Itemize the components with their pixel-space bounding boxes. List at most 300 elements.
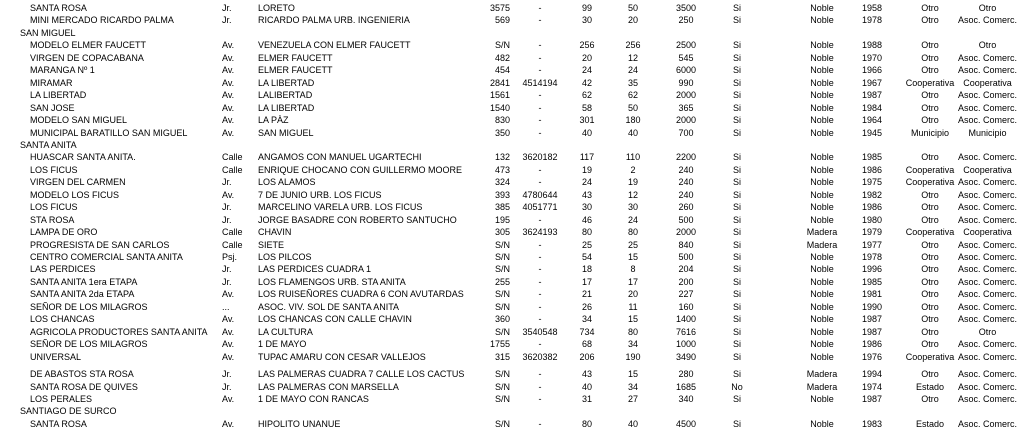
stalls-active: 30	[627, 202, 638, 213]
phone-number: -	[538, 264, 542, 275]
administration-type: Asoc. Comerc.	[957, 65, 1017, 76]
phone-number: -	[538, 3, 542, 13]
stalls-active: 50	[627, 102, 638, 113]
stalls-total: 58	[581, 102, 592, 113]
table-row	[0, 39, 1010, 51]
market-name: SANTA ROSA	[30, 3, 87, 13]
area-value: 500	[678, 214, 694, 225]
construction-material: Noble	[810, 65, 834, 76]
street-address: LOS FLAMENGOS URB. STA ANITA	[258, 276, 406, 287]
administration-type: Asoc. Comerc.	[957, 90, 1017, 101]
founded-year: 1983	[861, 418, 883, 429]
street-type: ...	[222, 301, 230, 312]
administration-type: Otro	[978, 40, 997, 51]
street-number: 473	[494, 164, 510, 175]
market-name: LOS CHANCAS	[30, 314, 95, 325]
table-row	[0, 351, 1017, 363]
street-address: LOS CHANCAS CON CALLE CHAVIN	[258, 314, 412, 325]
stalls-total: 17	[581, 276, 592, 287]
construction-material: Noble	[810, 15, 834, 26]
stalls-total: 42	[581, 77, 592, 88]
market-name: SANTA ANITA 2da ETAPA	[30, 289, 135, 300]
construction-material: Noble	[810, 339, 834, 350]
market-name: UNIVERSAL	[30, 351, 82, 362]
stalls-active: 256	[625, 40, 641, 51]
stalls-active: 25	[627, 239, 638, 250]
ownership-type: Otro	[921, 339, 939, 350]
market-name: LAS PERDICES	[30, 264, 96, 275]
street-type: Calle	[222, 239, 243, 250]
table-row	[0, 368, 1017, 380]
construction-material: Noble	[810, 90, 834, 101]
street-number: 305	[494, 227, 510, 238]
street-type: Calle	[222, 164, 243, 175]
administration-type: Asoc. Comerc.	[957, 15, 1017, 26]
construction-material: Noble	[810, 152, 834, 163]
ownership-type: Otro	[921, 326, 939, 337]
construction-material: Noble	[810, 202, 834, 213]
market-name: SANTA ANITA 1era ETAPA	[30, 276, 138, 287]
ownership-type: Otro	[921, 115, 939, 126]
ownership-type: Otro	[921, 276, 939, 287]
stalls-active: 110	[625, 152, 641, 163]
street-address: LAS PALMERAS CON MARSELLA	[258, 381, 399, 392]
services-flag: Si	[732, 314, 741, 325]
table-row	[0, 52, 1017, 64]
market-name: MINI MERCADO RICARDO PALMA	[30, 15, 174, 26]
table-row	[0, 77, 1010, 89]
street-address: ELMER FAUCETT	[258, 52, 333, 63]
services-flag: Si	[732, 40, 741, 51]
market-name: LOS FICUS	[30, 202, 78, 213]
construction-material: Noble	[810, 418, 834, 429]
table-row	[0, 381, 1017, 393]
street-address: LA LIBERTAD	[258, 77, 315, 88]
table-row	[0, 226, 1010, 238]
street-number: 482	[494, 52, 510, 63]
stalls-total: 68	[581, 339, 592, 350]
market-name: MODELO LOS FICUS	[30, 189, 120, 200]
table-row	[0, 14, 1017, 26]
founded-year: 1986	[861, 164, 883, 175]
stalls-total: 80	[581, 418, 592, 429]
street-number: 3575	[489, 3, 510, 13]
street-type: Av.	[222, 314, 235, 325]
services-flag: Si	[732, 301, 741, 312]
ownership-type: Otro	[921, 264, 939, 275]
stalls-active: 8	[630, 264, 636, 275]
ownership-type: Otro	[921, 369, 939, 380]
phone-number: -	[538, 127, 542, 138]
construction-material: Noble	[810, 189, 834, 200]
stalls-total: 26	[581, 301, 592, 312]
phone-number: -	[538, 115, 542, 126]
street-number: 1755	[489, 339, 510, 350]
stalls-active: 27	[627, 393, 638, 404]
ownership-type: Municipio	[910, 127, 950, 138]
administration-type: Cooperativa	[963, 77, 1012, 88]
administration-type: Asoc. Comerc.	[957, 102, 1017, 113]
street-address: 1 DE MAYO CON RANCAS	[258, 393, 369, 404]
street-number: S/N	[494, 252, 510, 262]
services-flag: Si	[732, 52, 741, 63]
construction-material: Madera	[806, 239, 838, 250]
ownership-type: Otro	[921, 102, 939, 113]
stalls-total: 34	[581, 314, 592, 325]
founded-year: 1990	[861, 301, 883, 312]
area-value: 1685	[675, 381, 697, 392]
table-row	[0, 276, 1017, 288]
ownership-type: Otro	[921, 202, 939, 213]
table-row	[0, 151, 1017, 163]
phone-number: -	[538, 314, 542, 325]
services-flag: Si	[732, 369, 741, 380]
stalls-active: 40	[627, 127, 638, 138]
area-value: 990	[678, 77, 694, 88]
services-flag: Si	[732, 15, 741, 26]
street-number: S/N	[494, 301, 510, 312]
stalls-active: 34	[627, 339, 638, 350]
street-number: 2841	[489, 77, 510, 88]
founded-year: 1964	[861, 115, 883, 126]
street-number: 454	[494, 65, 510, 76]
construction-material: Madera	[806, 227, 838, 238]
area-value: 6000	[675, 65, 697, 76]
stalls-active: 20	[627, 15, 638, 26]
market-name: MIRAMAR	[30, 77, 73, 88]
street-type: Jr.	[222, 202, 232, 213]
phone-number: -	[538, 369, 542, 380]
founded-year: 1996	[861, 264, 883, 275]
stalls-active: 35	[627, 77, 638, 88]
street-address: ASOC. VIV. SOL DE SANTA ANITA	[258, 301, 400, 312]
street-number: S/N	[494, 369, 510, 380]
street-number: 1540	[489, 102, 510, 113]
services-flag: Si	[732, 339, 741, 350]
area-value: 2000	[675, 115, 697, 126]
area-value: 1000	[675, 339, 697, 350]
market-name: MUNICIPAL BARATILLO SAN MIGUEL	[30, 127, 188, 138]
ownership-type: Otro	[921, 90, 939, 101]
table-row	[0, 164, 1010, 176]
construction-material: Noble	[810, 52, 834, 63]
area-value: 2500	[675, 40, 697, 51]
construction-material: Noble	[810, 326, 834, 337]
founded-year: 1975	[861, 177, 883, 188]
phone-number: -	[538, 102, 542, 113]
street-address: 7 DE JUNIO URB. LOS FICUS	[258, 189, 382, 200]
street-type: Av.	[222, 326, 235, 337]
services-flag: Si	[732, 351, 741, 362]
area-value: 204	[678, 264, 694, 275]
area-value: 227	[678, 289, 694, 300]
street-number: S/N	[494, 239, 510, 250]
services-flag: Si	[732, 214, 741, 225]
founded-year: 1977	[861, 239, 883, 250]
street-number: 315	[494, 351, 510, 362]
ownership-type: Otro	[921, 152, 939, 163]
stalls-total: 43	[581, 189, 592, 200]
stalls-active: 17	[627, 276, 638, 287]
area-value: 1400	[675, 314, 697, 325]
phone-number: -	[538, 90, 542, 101]
ownership-type: Otro	[921, 214, 939, 225]
construction-material: Noble	[810, 252, 834, 262]
phone-number: -	[538, 40, 542, 51]
construction-material: Noble	[810, 115, 834, 126]
market-name: DE ABASTOS STA ROSA	[30, 369, 134, 380]
street-number: 350	[494, 127, 510, 138]
administration-type: Asoc. Comerc.	[957, 276, 1017, 287]
street-number: 569	[494, 15, 510, 26]
administration-type: Asoc. Comerc.	[957, 264, 1017, 275]
phone-number: -	[538, 339, 542, 350]
founded-year: 1986	[861, 339, 883, 350]
construction-material: Noble	[810, 301, 834, 312]
area-value: 340	[678, 393, 694, 404]
street-number: S/N	[494, 40, 510, 51]
stalls-total: 30	[581, 15, 592, 26]
stalls-total: 99	[581, 3, 592, 13]
district-header-row	[0, 139, 1010, 151]
administration-type: Asoc. Comerc.	[957, 393, 1017, 404]
street-number: 195	[494, 214, 510, 225]
phone-number: -	[538, 252, 542, 262]
construction-material: Noble	[810, 40, 834, 51]
street-number: S/N	[494, 418, 510, 429]
construction-material: Madera	[806, 381, 838, 392]
street-type: Av.	[222, 115, 235, 126]
services-flag: Si	[732, 326, 741, 337]
table-row	[0, 251, 1017, 263]
street-address: LA PÀZ	[258, 115, 289, 126]
founded-year: 1967	[861, 77, 883, 88]
street-address: SIETE	[258, 239, 285, 250]
stalls-total: 20	[581, 52, 592, 63]
ownership-type: Cooperativa	[905, 227, 955, 238]
street-address: JORGE BASADRE CON ROBERTO SANTUCHO	[258, 214, 457, 225]
street-type: Av.	[222, 65, 235, 76]
table-row	[0, 102, 1017, 114]
services-flag: Si	[732, 177, 741, 188]
street-address: LORETO	[258, 3, 295, 13]
market-name: CENTRO COMERCIAL SANTA ANITA	[30, 252, 183, 262]
founded-year: 1945	[861, 127, 883, 138]
district-name: SANTIAGO DE SURCO	[20, 406, 117, 417]
area-value: 160	[678, 301, 694, 312]
stalls-active: 62	[627, 90, 638, 101]
market-name: STA ROSA	[30, 214, 75, 225]
construction-material: Madera	[806, 369, 838, 380]
founded-year: 1984	[861, 102, 883, 113]
ownership-type: Otro	[921, 301, 939, 312]
phone-number: -	[538, 301, 542, 312]
street-address: ELMER FAUCETT	[258, 65, 333, 76]
stalls-active: 80	[627, 326, 638, 337]
founded-year: 1979	[861, 227, 883, 238]
street-address: VENEZUELA CON ELMER FAUCETT	[258, 40, 411, 51]
founded-year: 1976	[861, 351, 883, 362]
construction-material: Noble	[810, 214, 834, 225]
administration-type: Asoc. Comerc.	[957, 314, 1017, 325]
area-value: 2200	[675, 152, 697, 163]
street-address: RICARDO PALMA URB. INGENIERIA	[258, 15, 410, 26]
street-number: S/N	[494, 393, 510, 404]
administration-type: Asoc. Comerc.	[957, 202, 1017, 213]
services-flag: Si	[732, 164, 741, 175]
market-name: LA LIBERTAD	[30, 90, 87, 101]
ownership-type: Cooperativa	[905, 164, 955, 175]
district-name: SANTA ANITA	[20, 139, 77, 150]
street-type: Av.	[222, 289, 235, 300]
table-row	[0, 127, 1010, 139]
phone-number: -	[538, 276, 542, 287]
stalls-total: 54	[581, 252, 592, 262]
district-header-row	[0, 27, 1010, 39]
street-address: LOS ALAMOS	[258, 177, 316, 188]
stalls-total: 24	[581, 177, 592, 188]
stalls-active: 24	[627, 65, 638, 76]
market-name: MODELO SAN MIGUEL	[30, 115, 128, 126]
ownership-type: Otro	[921, 65, 939, 76]
area-value: 200	[678, 276, 694, 287]
phone-number: 3620182	[522, 152, 558, 163]
street-type: Av.	[222, 77, 235, 88]
phone-number: 4051771	[522, 202, 558, 213]
street-address: SAN MIGUEL	[258, 127, 314, 138]
area-value: 2000	[675, 227, 697, 238]
table-row	[0, 89, 1017, 101]
street-address: TUPAC AMARU CON CESAR VALLEJOS	[258, 351, 426, 362]
stalls-active: 12	[627, 52, 638, 63]
market-name: LOS FICUS	[30, 164, 78, 175]
table-row	[0, 313, 1017, 325]
area-value: 240	[678, 164, 694, 175]
stalls-active: 24	[627, 214, 638, 225]
founded-year: 1985	[861, 152, 883, 163]
services-flag: Si	[732, 393, 741, 404]
founded-year: 1974	[861, 381, 883, 392]
market-name: VIRGEN DE COPACABANA	[30, 52, 144, 63]
table-row	[0, 64, 1017, 76]
administration-type: Otro	[978, 326, 997, 337]
administration-type: Asoc. Comerc.	[957, 52, 1017, 63]
stalls-total: 734	[579, 326, 595, 337]
stalls-total: 256	[579, 40, 595, 51]
area-value: 2000	[675, 90, 697, 101]
market-name: SANTA ROSA	[30, 418, 87, 429]
services-flag: Si	[732, 127, 741, 138]
table-row	[0, 2, 1010, 14]
street-address: MARCELINO VARELA URB. LOS FICUS	[258, 202, 423, 213]
street-type: Av.	[222, 102, 235, 113]
street-number: S/N	[494, 381, 510, 392]
street-type: Av.	[222, 40, 235, 51]
street-type: Jr.	[222, 177, 232, 188]
stalls-total: 46	[581, 214, 592, 225]
table-row	[0, 239, 1017, 251]
ownership-type: Cooperativa	[905, 351, 955, 362]
administration-type: Otro	[978, 3, 997, 13]
ownership-type: Otro	[921, 40, 939, 51]
stalls-total: 24	[581, 65, 592, 76]
founded-year: 1985	[861, 276, 883, 287]
stalls-active: 80	[627, 227, 638, 238]
phone-number: -	[538, 177, 542, 188]
market-name: SEÑOR DE LOS MILAGROS	[30, 339, 148, 350]
area-value: 7616	[675, 326, 697, 337]
administration-type: Municipio	[968, 127, 1007, 138]
stalls-active: 50	[627, 3, 638, 13]
phone-number: -	[538, 418, 542, 429]
stalls-total: 40	[581, 381, 592, 392]
founded-year: 1970	[861, 52, 883, 63]
stalls-active: 190	[625, 351, 641, 362]
street-number: 360	[494, 314, 510, 325]
ownership-type: Estado	[915, 418, 945, 429]
administration-type: Cooperativa	[963, 164, 1012, 175]
market-name: VIRGEN DEL CARMEN	[30, 177, 126, 188]
area-value: 3500	[675, 3, 697, 13]
table-row	[0, 263, 1017, 275]
stalls-active: 2	[630, 164, 636, 175]
administration-type: Cooperativa	[963, 227, 1012, 238]
table-row	[0, 301, 1017, 313]
ownership-type: Estado	[915, 381, 945, 392]
stalls-active: 15	[627, 252, 638, 262]
services-flag: Si	[732, 77, 741, 88]
street-number: 1561	[489, 90, 510, 101]
phone-number: 4780644	[522, 189, 558, 200]
stalls-total: 43	[581, 369, 592, 380]
ownership-type: Otro	[921, 189, 939, 200]
ownership-type: Otro	[921, 393, 939, 404]
stalls-total: 25	[581, 239, 592, 250]
founded-year: 1966	[861, 65, 883, 76]
market-name: HUASCAR SANTA ANITA.	[30, 152, 136, 163]
founded-year: 1982	[861, 189, 883, 200]
area-value: 3490	[675, 351, 697, 362]
stalls-total: 21	[581, 289, 592, 300]
ownership-type: Otro	[921, 52, 939, 63]
market-name: SAN JOSE	[30, 102, 75, 113]
street-address: 1 DE MAYO	[258, 339, 307, 350]
services-flag: Si	[732, 289, 741, 300]
stalls-total: 40	[581, 127, 592, 138]
services-flag: Si	[732, 239, 741, 250]
street-number: S/N	[494, 264, 510, 275]
administration-type: Asoc. Comerc.	[957, 189, 1017, 200]
construction-material: Noble	[810, 314, 834, 325]
street-type: Calle	[222, 227, 243, 238]
table-row	[0, 189, 1017, 201]
street-address: HIPOLITO UNANUE	[258, 418, 341, 429]
construction-material: Noble	[810, 351, 834, 362]
phone-number: 3540548	[522, 326, 558, 337]
services-flag: Si	[732, 418, 741, 429]
services-flag: Si	[732, 65, 741, 76]
table-row	[0, 201, 1017, 213]
construction-material: Noble	[810, 289, 834, 300]
area-value: 840	[678, 239, 694, 250]
administration-type: Asoc. Comerc.	[957, 214, 1017, 225]
stalls-total: 19	[581, 164, 592, 175]
administration-type: Asoc. Comerc.	[957, 339, 1017, 350]
area-value: 4500	[675, 418, 697, 429]
services-flag: Si	[732, 102, 741, 113]
street-type: Av.	[222, 393, 235, 404]
street-address: CHAVIN	[258, 227, 292, 238]
